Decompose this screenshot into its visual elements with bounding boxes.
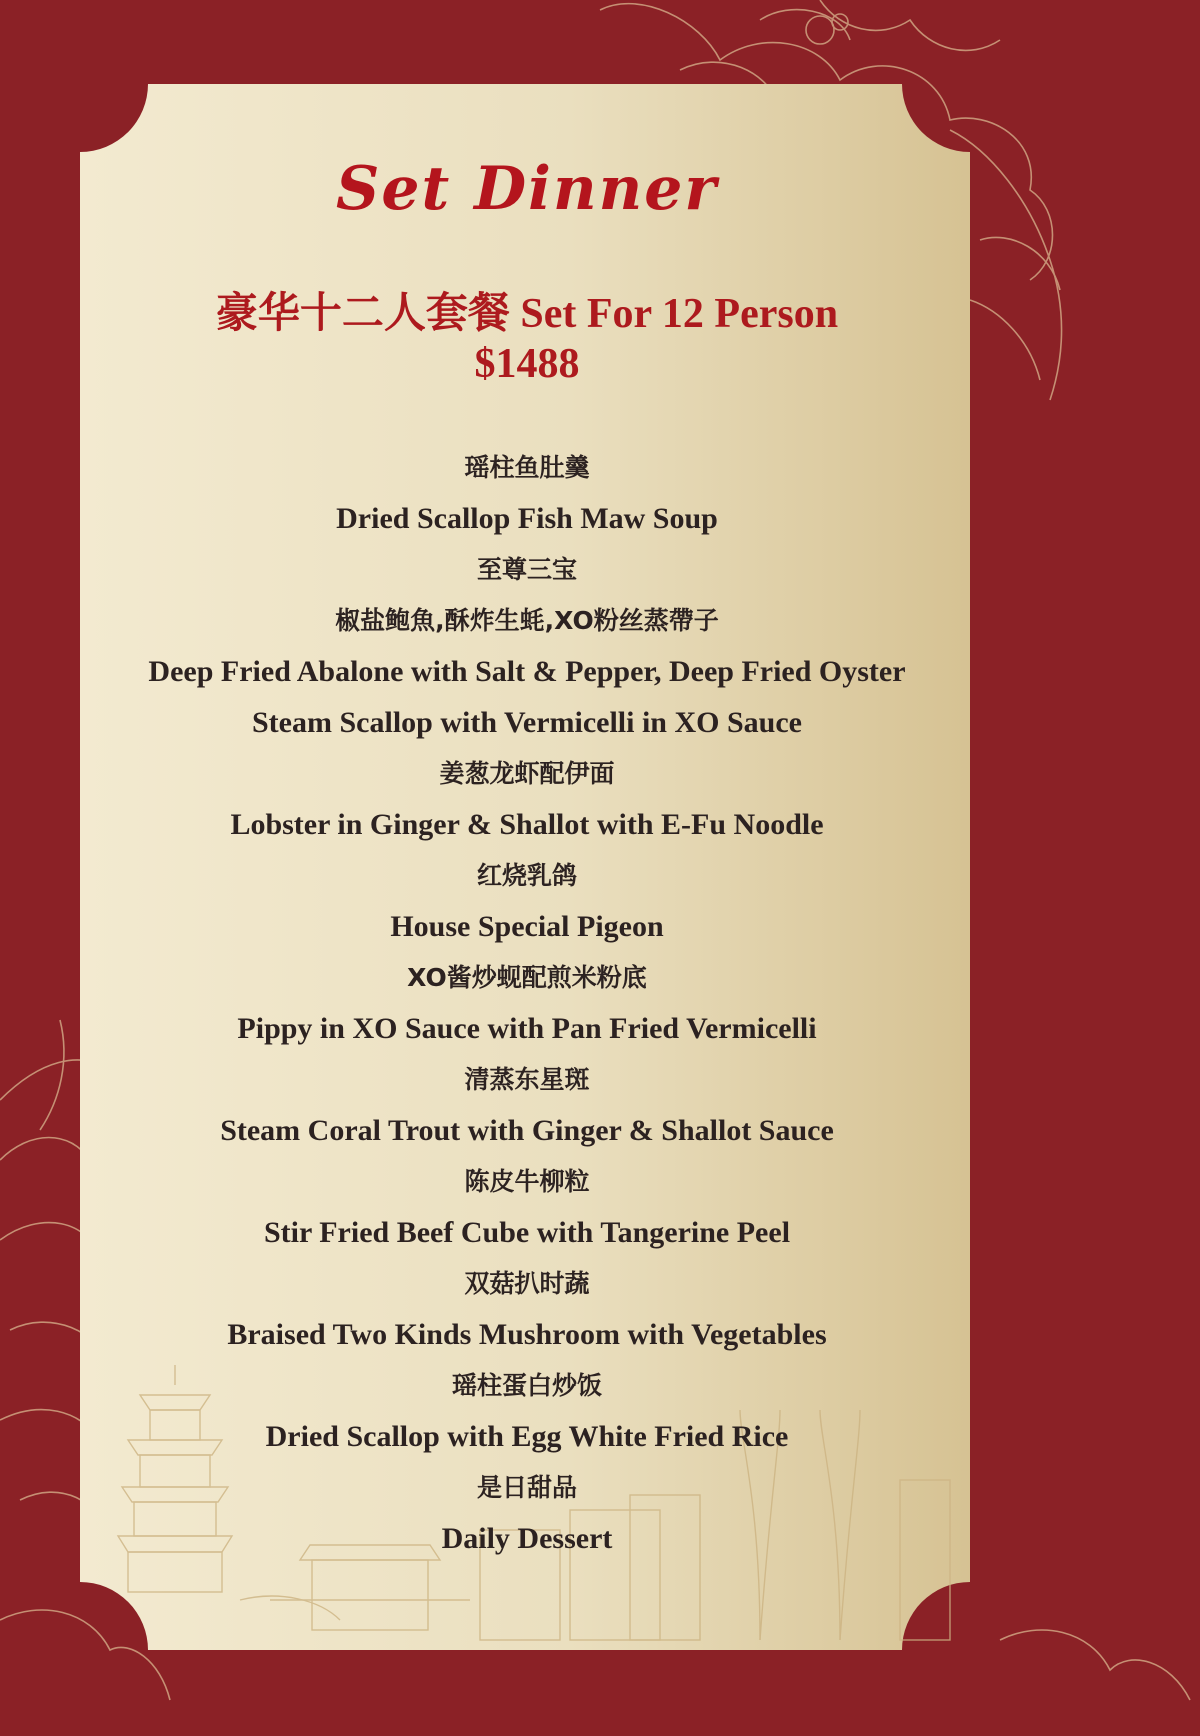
dish-line: 陈皮牛柳粒 xyxy=(464,1167,590,1196)
dish-line: Deep Fried Abalone with Salt & Pepper, Deep Fried Oyster xyxy=(148,655,906,688)
dish-line: 瑶柱鱼肚羹 xyxy=(464,453,590,482)
dish-line: Dried Scallop with Egg White Fried Rice xyxy=(265,1420,789,1453)
dish-line: XO酱炒蚬配煎米粉底 xyxy=(407,963,647,992)
dish-list xyxy=(82,442,972,1564)
dish-line: 是日甜品 xyxy=(476,1473,577,1502)
dish-line: House Special Pigeon xyxy=(390,910,664,943)
dish-line: Daily Dessert xyxy=(441,1522,613,1555)
dish-line: 双菇扒时蔬 xyxy=(464,1269,590,1298)
set-subtitle: 豪华十二人套餐 Set For 12 Person xyxy=(215,291,839,337)
dish-line: Lobster in Ginger & Shallot with E-Fu Noodle xyxy=(230,808,824,841)
dish-line: Stir Fried Beef Cube with Tangerine Peel xyxy=(263,1216,791,1249)
dish-line: Dried Scallop Fish Maw Soup xyxy=(336,502,718,535)
dish-line: 瑶柱蛋白炒饭 xyxy=(451,1371,602,1400)
menu-content xyxy=(82,84,972,1650)
dish-line: 红烧乳鸽 xyxy=(476,861,577,890)
menu-title: Set Dinner xyxy=(336,154,718,224)
dish-line: 姜葱龙虾配伊面 xyxy=(439,759,615,788)
dish-line: 椒盐鲍魚,酥炸生蚝,XO粉丝蒸帶子 xyxy=(335,606,719,635)
dish-line: 清蒸东星斑 xyxy=(464,1065,590,1094)
dish-line: Steam Scallop with Vermicelli in XO Sauce xyxy=(252,706,802,739)
dish-line: 至尊三宝 xyxy=(476,555,577,584)
dish-line: Braised Two Kinds Mushroom with Vegetables xyxy=(227,1318,827,1351)
set-price: $1488 xyxy=(474,341,580,387)
dish-line: Pippy in XO Sauce with Pan Fried Vermicelli xyxy=(237,1012,817,1045)
dish-line: Steam Coral Trout with Ginger & Shallot Sauce xyxy=(220,1114,834,1147)
